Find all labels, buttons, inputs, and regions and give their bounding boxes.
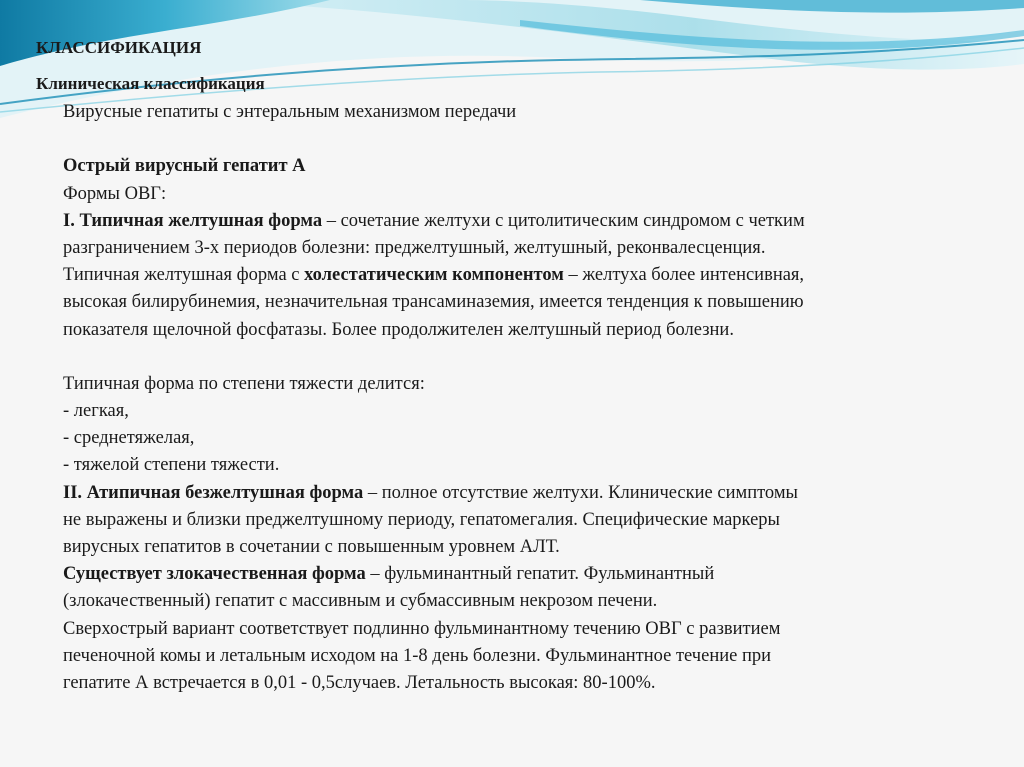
atypical-form-line-2: не выражены и близки преджелтушному периоду, гепатомегалия. Специфические маркеры bbox=[63, 509, 780, 530]
malignant-form-title: Существует злокачественная форма bbox=[63, 564, 366, 585]
cholestatic-line-2: высокая билирубинемия, незначительная трансаминаземия, имеется тенденция к повышению bbox=[63, 292, 804, 313]
malignant-form-line-4: печеночной комы и летальным исходом на 1-8 день болезни. Фульминантное течение при bbox=[63, 645, 772, 666]
typical-form-line-1: I. Типичная желтушная форма – сочетание желтухи с цитолитическим синдромом с четким bbox=[63, 210, 805, 231]
section-title: Острый вирусный гепатит А bbox=[63, 156, 306, 177]
typical-form-title: I. Типичная желтушная форма bbox=[63, 210, 323, 231]
cholestatic-line-3: показателя щелочной фосфатазы. Более продолжителен желтушный период болезни. bbox=[63, 319, 734, 340]
slide-body bbox=[63, 99, 993, 697]
malignant-form-line-1: Существует злокачественная форма – фульминантный гепатит. Фульминантный bbox=[63, 564, 715, 585]
malignant-form-line-5: гепатите А встречается в 0,01 - 0,5случаев. Летальность высокая: 80-100%. bbox=[63, 672, 656, 693]
atypical-form-line-3: вирусных гепатитов в сочетании с повышенным уровнем АЛТ. bbox=[63, 537, 560, 557]
cholestatic-term: холестатическим компонентом bbox=[304, 265, 564, 286]
severity-item: - легкая, bbox=[63, 401, 129, 422]
forms-label: Формы ОВГ: bbox=[63, 183, 167, 204]
atypical-form-line-1: II. Атипичная безжелтушная форма – полное отсутствие желтухи. Клинические симптомы bbox=[63, 482, 798, 503]
malignant-form-line-2: (злокачественный) гепатит с массивным и субмассивным некрозом печени. bbox=[63, 591, 658, 612]
intro-text: Вирусные гепатиты с энтеральным механизмом передачи bbox=[63, 102, 517, 122]
slide-subtitle: Клиническая классификация bbox=[36, 74, 265, 93]
cholestatic-line-1: Типичная желтушная форма с холестатическим компонентом – желтуха более интенсивная, bbox=[63, 265, 805, 286]
severity-item: - тяжелой степени тяжести. bbox=[63, 455, 280, 476]
malignant-form-line-3: Сверхострый вариант соответствует подлинно фульминантному течению ОВГ с развитием bbox=[63, 618, 781, 639]
typical-form-line-2: разграничением 3-х периодов болезни: преджелтушный, желтушный, реконвалесценция. bbox=[63, 237, 766, 258]
slide-title: КЛАССИФИКАЦИЯ bbox=[36, 38, 202, 57]
atypical-form-title: II. Атипичная безжелтушная форма bbox=[63, 482, 364, 503]
severity-item: - среднетяжелая, bbox=[63, 428, 195, 449]
severity-intro: Типичная форма по степени тяжести делится: bbox=[63, 373, 425, 394]
